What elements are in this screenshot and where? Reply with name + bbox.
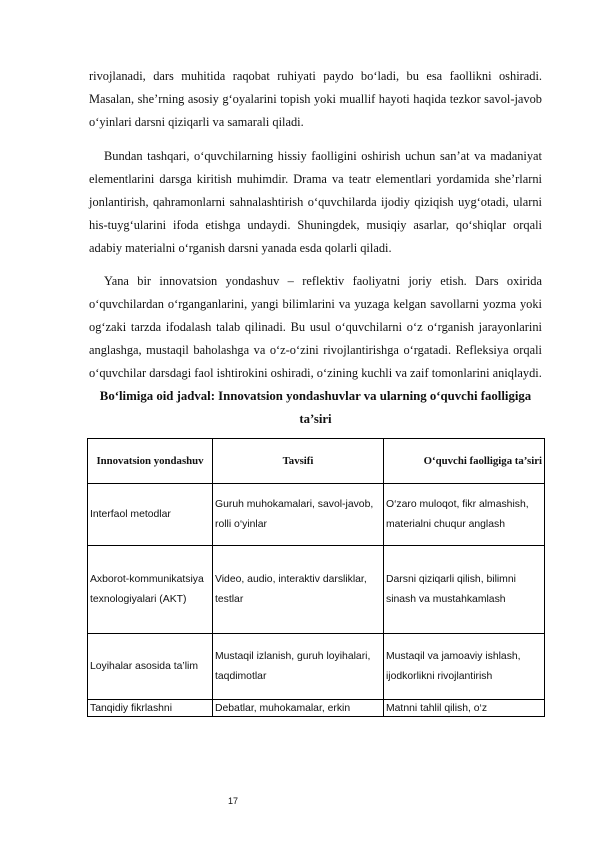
cell-description: Video, audio, interaktiv darsliklar, testlar [213, 546, 384, 634]
cell-description: Mustaqil izlanish, guruh loyihalari, taqdimotlar [213, 634, 384, 700]
cell-description: Debatlar, muhokamalar, erkin [213, 700, 384, 717]
paragraph-continuation: rivojlanadi, dars muhitida raqobat ruhiyati paydo bo‘ladi, bu esa faollikni oshiradi. Masalan, she’rning asosiy g‘oyalarini topish yoki muallif hayoti haqida tezkor savol-javob o‘yinlari darsni qiziqarli va samarali qiladi. [89, 69, 542, 129]
table-row [88, 546, 545, 634]
table-row [88, 634, 545, 700]
approaches-table [87, 438, 545, 717]
table-header-row [88, 439, 545, 484]
cell-approach: Interfaol metodlar [88, 484, 213, 546]
cell-impact: Matnni tahlil qilish, o‘z [384, 700, 545, 717]
header-impact: O‘quvchi faolligiga ta’siri [384, 439, 545, 484]
cell-impact: Darsni qiziqarli qilish, bilimni sinash va mustahkamlash [384, 546, 545, 634]
cell-approach: Loyihalar asosida ta’lim [88, 634, 213, 700]
cell-description: Guruh muhokamalari, savol-javob, rolli o‘yinlar [213, 484, 384, 546]
header-approach: Innovatsion yondashuv [88, 439, 213, 484]
cell-approach: Tanqidiy fikrlashni [88, 700, 213, 717]
table-row [88, 700, 545, 717]
page-number: 17 [228, 796, 239, 806]
table-row [88, 484, 545, 546]
cell-impact: O‘zaro muloqot, fikr almashish, materialni chuqur anglash [384, 484, 545, 546]
cell-impact: Mustaqil va jamoaviy ishlash, ijodkorlikni rivojlantirish [384, 634, 545, 700]
cell-approach: Axborot-kommunikatsiya texnologiyalari (AKT) [88, 546, 213, 634]
table-caption: Bo‘limiga oid jadval: Innovatsion yondashuvlar va ularning o‘quvchi faolligiga ta’siri [99, 389, 532, 426]
paragraph-arts-culture: Bundan tashqari, o‘quvchilarning hissiy faolligini oshirish uchun san’at va madaniyat elementlarini darsga kiritish muhimdir. Drama va teatr elementlari yordamida she’rlarni jonlantirish, qahramonlarni sahnalashtirish o‘quvchilarda ijodiy qiziqish uyg‘otadi, ularni his-tuyg‘ularini ifoda etishga undaydi. Shuningdek, musiqiy asarlar, qo‘shiqlar orqali adabiy materialni o‘rganish darsni yanada esda qolarli qiladi. [89, 149, 542, 255]
header-description: Tavsifi [213, 439, 384, 484]
paragraph-reflection: Yana bir innovatsion yondashuv – reflektiv faoliyatni joriy etish. Dars oxirida o‘quvchilardan o‘rganganlarini, yangi bilimlarini va yuzaga kelgan savollarni yozma yoki og‘zaki tarzda ifodalash talab qilinadi. Bu usul o‘quvchilarni o‘z o‘rganish jarayonlarini anglashga, mustaqil baholashga va o‘z-o‘zini rivojlantirishga o‘rgatadi. Refleksiya orqali o‘quvchilar darsdagi faol ishtirokini oshiradi, o‘zining kuchli va zaif tomonlarini aniqlaydi. [89, 274, 542, 380]
